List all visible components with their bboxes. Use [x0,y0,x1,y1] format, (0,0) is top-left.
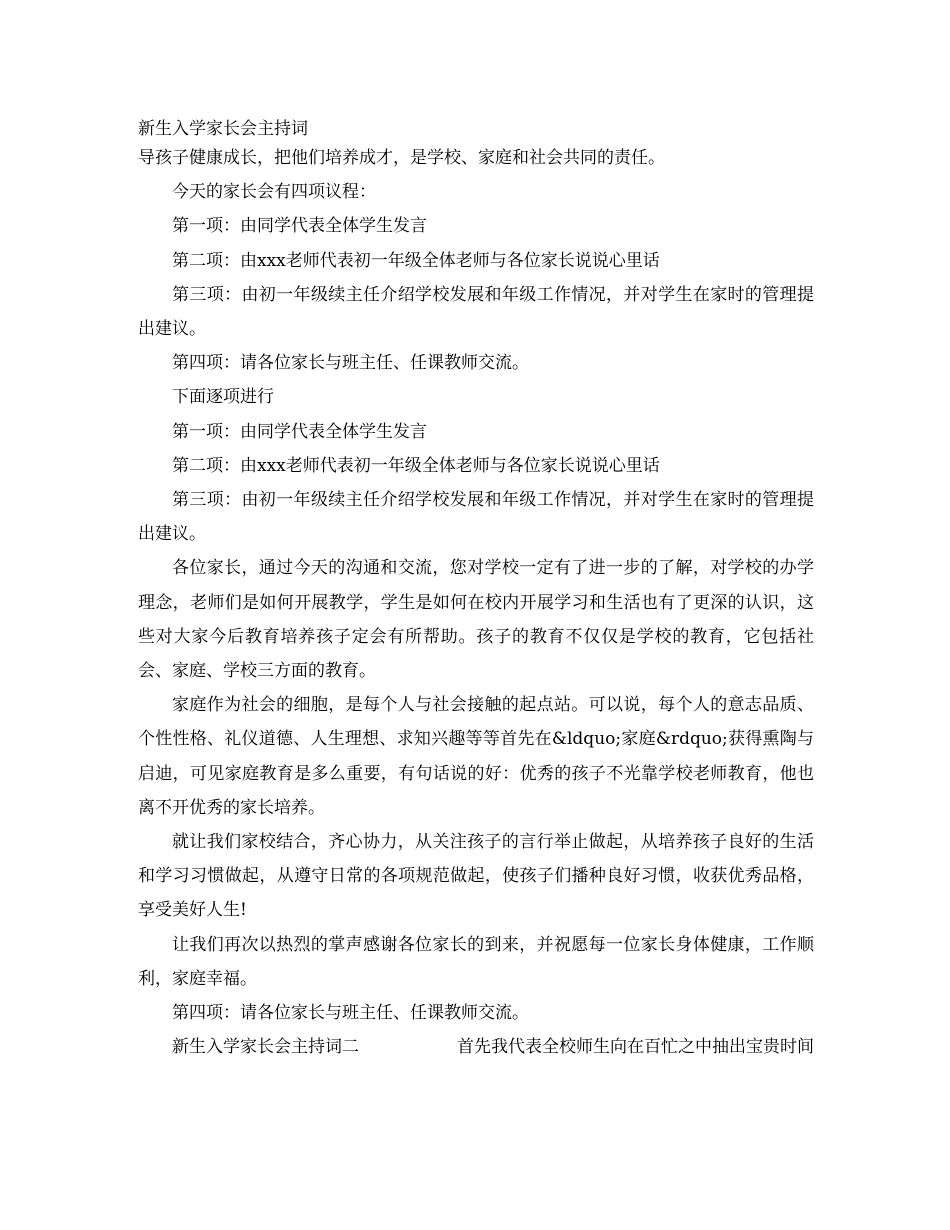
paragraph-4: 第二项：由xxx老师代表初一年级全体老师与各位家长说说心里话 [172,250,660,271]
paragraph-1: 导孩子健康成长，把他们培养成才，是学校、家庭和社会共同的责任。 [138,148,665,168]
paragraph-15: 第四项：请各位家长与班主任、任课教师交流。 [172,1003,529,1024]
paragraph-2: 今天的家长会有四项议程： [172,182,376,203]
paragraph-7: 下面逐项进行 [172,387,274,408]
section-two-text: 首先我代表全校师生向在百忙之中抽出宝贵时间 [457,1037,814,1058]
paragraph-3: 第一项：由同学代表全体学生发言 [172,216,427,237]
paragraph-12: 家庭作为社会的细胞，是每个人与社会接触的起点站。可以说，每个人的意志品质、个性性格、礼仪道德、人生理想、求知兴趣等等首先在&ldquo;家庭&rdquo;获得熏陶与启迪，可见家庭教育是多么重要，有句话说的好：优秀的孩子不光靠学校老师教育，他也离不开优秀的家长培养。 [138,695,814,818]
section-two-title: 新生入学家长会主持词二 [172,1037,359,1058]
paragraph-10: 第三项：由初一年级续主任介绍学校发展和年级工作情况，并对学生在家时的管理提出建议。 [138,490,814,545]
paragraph-8: 第一项：由同学代表全体学生发言 [172,421,427,442]
paragraph-13: 就让我们家校结合，齐心协力，从关注孩子的言行举止做起，从培养孩子良好的生活和学习习惯做起，从遵守日常的各项规范做起，使孩子们播种良好习惯，收获优秀品格，享受美好人生! [138,832,814,921]
document-page [138,117,814,1064]
paragraph-9: 第二项：由xxx老师代表初一年级全体老师与各位家长说说心里话 [172,455,660,476]
paragraph-5: 第三项：由初一年级续主任介绍学校发展和年级工作情况，并对学生在家时的管理提出建议。 [138,284,814,340]
section-two-start-line [138,1030,814,1064]
paragraph-11: 各位家长，通过今天的沟通和交流，您对学校一定有了进一步的了解，对学校的办学理念，老师们是如何开展教学，学生是如何在校内开展学习和生活也有了更深的认识，这些对大家今后教育培养孩子定会有所帮助。孩子的教育不仅仅是学校的教育，它包括社会、家庭、学校三方面的教育。 [138,558,814,682]
paragraph-6: 第四项：请各位家长与班主任、任课教师交流。 [172,353,529,374]
paragraph-14: 让我们再次以热烈的掌声感谢各位家长的到来，并祝愿每一位家长身体健康，工作顺利，家庭幸福。 [138,934,814,989]
document-header: 新生入学家长会主持词 [138,119,308,139]
